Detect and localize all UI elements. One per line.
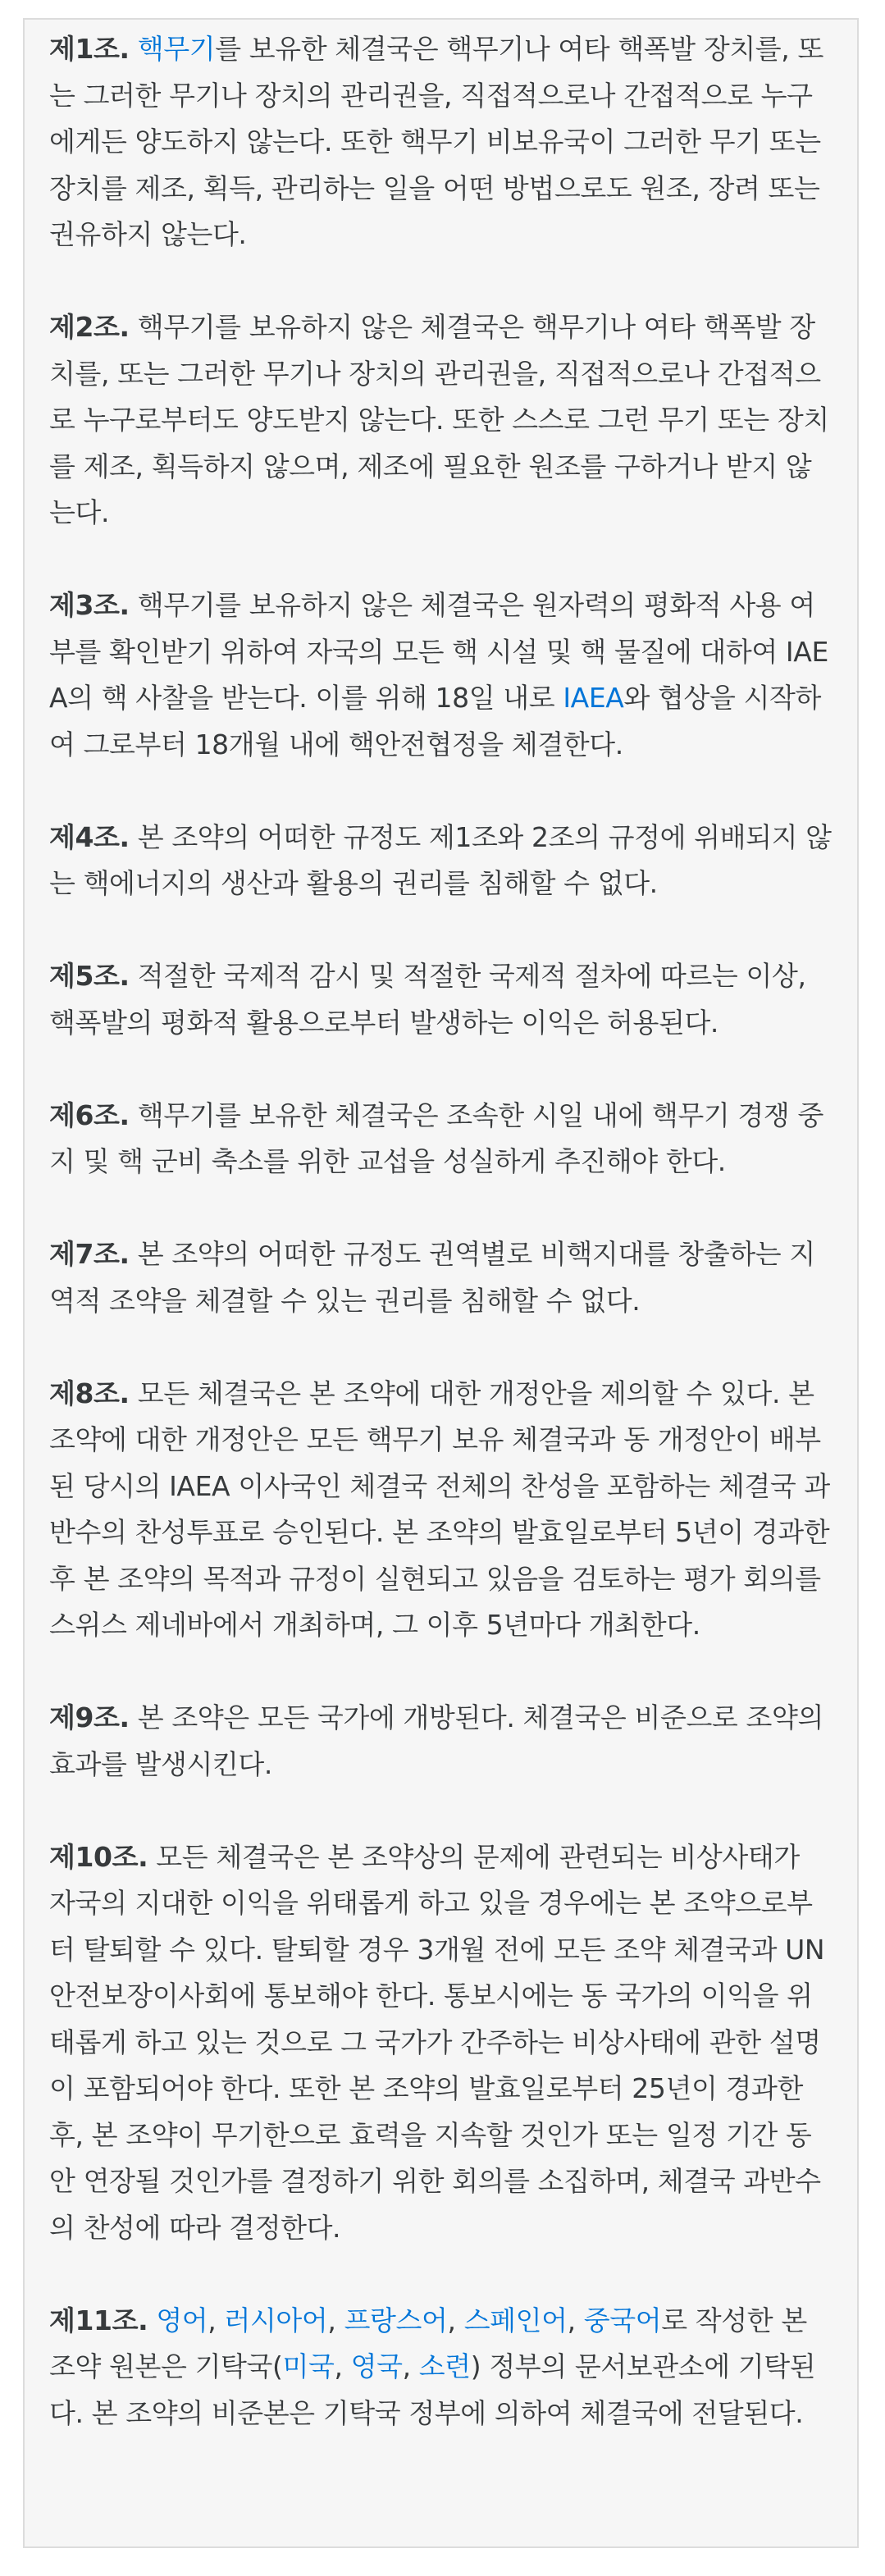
article-8 [49, 1371, 833, 1649]
wiki-link[interactable]: 프랑스어 [344, 2304, 448, 2336]
article-6 [49, 1093, 833, 1185]
article-text: 적절한 국제적 감시 및 적절한 국제적 절차에 따르는 이상, 핵폭발의 평화적 활용으로부터 발생하는 이익은 허용된다. [49, 960, 806, 1039]
article-text: 핵무기를 보유한 체결국은 조속한 시일 내에 핵무기 경쟁 중지 및 핵 군비 축소를 위한 교섭을 성실하게 추진해야 한다. [49, 1098, 823, 1177]
article-text: , [327, 2304, 344, 2336]
article-text: 모든 체결국은 본 조약에 대한 개정안을 제의할 수 있다. 본 조약에 대한 개정안은 모든 핵무기 보유 체결국과 동 개정안이 배부된 당시의 IAEA 이사국인 체결국 전체의 찬성을 포함하는 체결국 과반수의 찬성투표로 승인된다. 본 조약의 발효일로부터 5년이 경과한 후 본 조약의 목적과 규정이 실현되고 있음을 검토하는 평가 회의를 스위스 제네바에서 개최하며, 그 이후 5년마다 개최한다. [49, 1377, 830, 1641]
article-number: 제9조. [49, 1701, 130, 1733]
article-text: 본 조약은 모든 국가에 개방된다. 체결국은 비준으로 조약의 효과를 발생시킨다. [49, 1701, 823, 1780]
article-11 [49, 2298, 833, 2437]
article-number: 제6조. [49, 1098, 130, 1131]
article-1 [49, 26, 833, 258]
article-number: 제5조. [49, 960, 130, 992]
wiki-link[interactable]: 미국 [282, 2350, 335, 2382]
wiki-link[interactable]: 중국어 [583, 2304, 662, 2336]
article-text: 본 조약의 어떠한 규정도 제1조와 2조의 규정에 위배되지 않는 핵에너지의 생산과 활용의 권리를 침해할 수 없다. [49, 820, 832, 899]
article-number: 제2조. [49, 311, 130, 343]
wiki-link[interactable]: IAEA [563, 682, 624, 714]
article-number: 제3조. [49, 589, 130, 621]
article-text [130, 33, 138, 65]
wiki-link[interactable]: 스페인어 [463, 2304, 568, 2336]
article-text: , [334, 2350, 351, 2382]
article-text [148, 2304, 156, 2336]
wiki-link[interactable]: 러시아어 [224, 2304, 328, 2336]
article-number: 제10조. [49, 1840, 148, 1873]
article-text: 핵무기를 보유하지 않은 체결국은 핵무기나 여타 핵폭발 장치를, 또는 그러한 무기나 장치의 관리권을, 직접적으로나 간접적으로 누구로부터도 양도받지 않는다. 또한 스스로 그런 무기 또는 장치를 제조, 획득하지 않으며, 제조에 필요한 원조를 구하거나 받지 않는다. [49, 311, 829, 528]
article-number: 제1조. [49, 33, 130, 65]
article-3 [49, 582, 833, 768]
article-text: 로 작성한 본 조약 원본은 기탁국( [49, 2304, 807, 2382]
article-text: ) 정부의 문서보관소에 기탁된다. 본 조약의 비준본은 기탁국 정부에 의하여 체결국에 전달된다. [49, 2350, 816, 2429]
wiki-link[interactable]: 영어 [156, 2304, 208, 2336]
article-text: , [447, 2304, 464, 2336]
article-list [49, 26, 833, 2437]
article-4 [49, 815, 833, 907]
article-2 [49, 304, 833, 537]
article-text: , [402, 2350, 419, 2382]
article-5 [49, 953, 833, 1046]
article-number: 제8조. [49, 1377, 130, 1409]
article-text: , [208, 2304, 225, 2336]
wiki-link[interactable]: 핵무기 [137, 33, 216, 65]
article-9 [49, 1695, 833, 1788]
article-text: 를 보유한 체결국은 핵무기나 여타 핵폭발 장치를, 또는 그러한 무기나 장치의 관리권을, 직접적으로나 간접적으로 누구에게든 양도하지 않는다. 또한 핵무기 비보유국이 그러한 무기 또는 장치를 제조, 획득, 관리하는 일을 어떤 방법으로도 원조, 장려 또는 권유하지 않는다. [49, 33, 823, 250]
article-number: 제4조. [49, 820, 130, 853]
treaty-articles-box [23, 18, 859, 2548]
wiki-link[interactable]: 영국 [350, 2350, 403, 2382]
article-text: 와 협상을 시작하여 그로부터 18개월 내에 핵안전협정을 체결한다. [49, 682, 822, 760]
article-text: 핵무기를 보유하지 않은 체결국은 원자력의 평화적 사용 여부를 확인받기 위하여 자국의 모든 핵 시설 및 핵 물질에 대하여 IAEA의 핵 사찰을 받는다. 이를 위해 18일 내로 [49, 589, 828, 714]
article-number: 제11조. [49, 2304, 148, 2336]
article-10 [49, 1834, 833, 2252]
article-text: 모든 체결국은 본 조약상의 문제에 관련되는 비상사태가 자국의 지대한 이익을 위태롭게 하고 있을 경우에는 본 조약으로부터 탈퇴할 수 있다. 탈퇴할 경우 3개월 전에 모든 조약 체결국과 UN 안전보장이사회에 통보해야 한다. 통보시에는 동 국가의 이익을 위태롭게 하고 있는 것으로 그 국가가 간주하는 비상사태에 관한 설명이 포함되어야 한다. 또한 본 조약의 발효일로부터 25년이 경과한 후, 본 조약이 무기한으로 효력을 지속할 것인가 또는 일정 기간 동안 연장될 것인가를 결정하기 위한 회의를 소집하며, 체결국 과반수의 찬성에 따라 결정한다. [49, 1840, 825, 2244]
article-text: , [567, 2304, 584, 2336]
article-number: 제7조. [49, 1238, 130, 1270]
wiki-link[interactable]: 소련 [418, 2350, 471, 2382]
article-text: 본 조약의 어떠한 규정도 권역별로 비핵지대를 창출하는 지역적 조약을 체결할 수 있는 권리를 침해할 수 없다. [49, 1238, 815, 1317]
article-7 [49, 1231, 833, 1324]
